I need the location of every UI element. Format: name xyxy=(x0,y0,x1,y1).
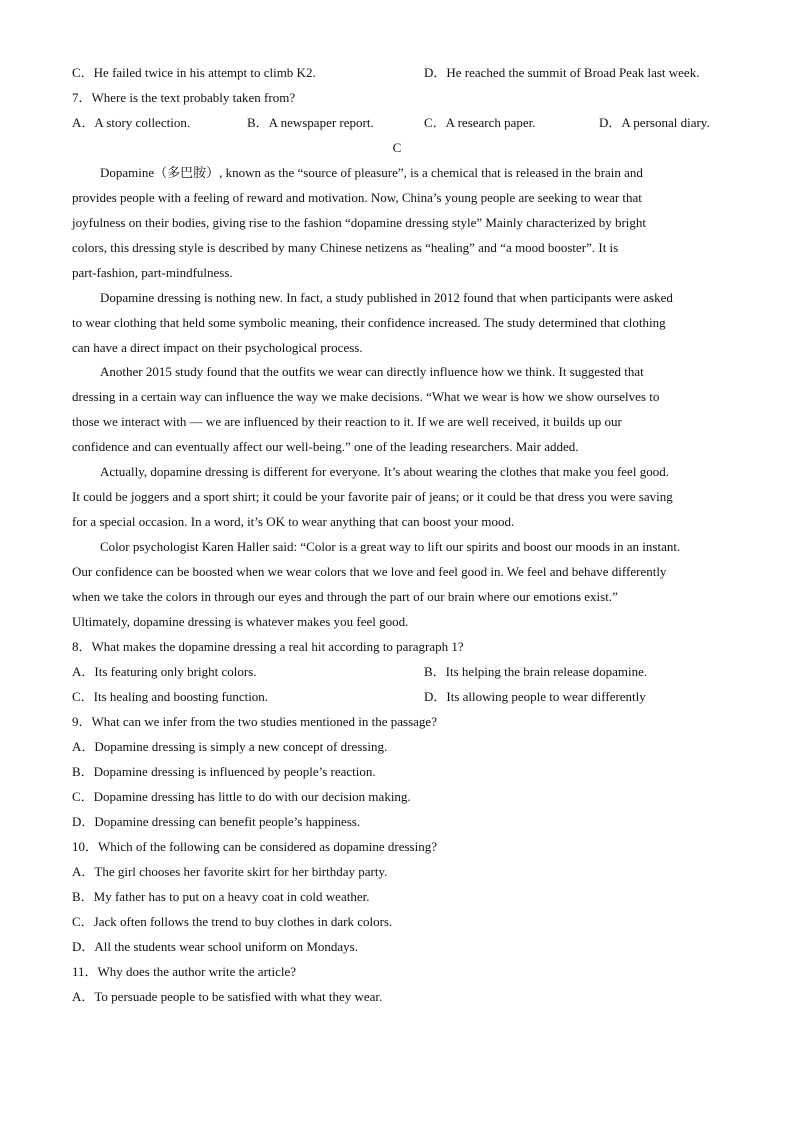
option-11a: A．To persuade people to be satisfied with what they wear. xyxy=(72,989,383,1004)
option-8c: C．Its healing and boosting function. xyxy=(72,689,269,704)
paragraph-3-line: confidence and can eventually affect our well-being.” one of the leading researchers. Mair added. xyxy=(72,439,579,454)
option-8a: A．Its featuring only bright colors. xyxy=(72,664,257,679)
option-10d: D．All the students wear school uniform on Mondays. xyxy=(72,939,358,954)
paragraph-3-line: those we interact with — we are influenced by their reaction to it. If we are well received, it builds up our xyxy=(72,414,622,429)
option-9c: C．Dopamine dressing has little to do with our decision making. xyxy=(72,789,411,804)
question-7: 7．Where is the text probably taken from? xyxy=(72,90,296,105)
paragraph-4-line: for a special occasion. In a word, it’s OK to wear anything that can boost your mood. xyxy=(72,514,515,529)
paragraph-1-line: Dopamine（多巴胺）, known as the “source of pleasure”, is a chemical that is released in the brain and xyxy=(100,165,643,180)
paragraph-2-line: to wear clothing that held some symbolic meaning, their confidence increased. The study determined that clothing xyxy=(72,315,666,330)
question-8: 8．What makes the dopamine dressing a real hit according to paragraph 1? xyxy=(72,639,464,654)
option-9d: D．Dopamine dressing can benefit people’s happiness. xyxy=(72,814,361,829)
paragraph-5-line: when we take the colors in through our eyes and through the part of our brain where our emotions exist.” xyxy=(72,589,618,604)
option-8d: D．Its allowing people to wear differently xyxy=(424,689,646,704)
paragraph-3-line: dressing in a certain way can influence the way we make decisions. “What we wear is how we show ourselves to xyxy=(72,389,660,404)
option-7a: A．A story collection. xyxy=(72,115,191,130)
paragraph-5-line: Ultimately, dopamine dressing is whatever makes you feel good. xyxy=(72,614,409,629)
option-7b: B．A newspaper report. xyxy=(247,115,374,130)
option-6d: D．He reached the summit of Broad Peak last week. xyxy=(424,65,700,80)
section-heading: C xyxy=(392,140,402,155)
paragraph-1-line: colors, this dressing style is described by many Chinese netizens as “healing” and “a mood booster”. It is xyxy=(72,240,619,255)
option-10b: B．My father has to put on a heavy coat in cold weather. xyxy=(72,889,370,904)
option-6c: C．He failed twice in his attempt to climb K2. xyxy=(72,65,316,80)
option-10c: C．Jack often follows the trend to buy clothes in dark colors. xyxy=(72,914,393,929)
paragraph-1-line: provides people with a feeling of reward and motivation. Now, China’s young people are seeking to wear that xyxy=(72,190,642,205)
option-8b: B．Its helping the brain release dopamine. xyxy=(424,664,648,679)
paragraph-5-line: Our confidence can be boosted when we wear colors that we love and feel good in. We feel and behave differently xyxy=(72,564,667,579)
paragraph-4-line: Actually, dopamine dressing is different for everyone. It’s about wearing the clothes that make you feel good. xyxy=(100,464,669,479)
question-9: 9．What can we infer from the two studies mentioned in the passage? xyxy=(72,714,437,729)
question-11: 11．Why does the author write the article? xyxy=(72,964,297,979)
paragraph-1-line: part-fashion, part-mindfulness. xyxy=(72,265,233,280)
paragraph-4-line: It could be joggers and a sport shirt; it could be your favorite pair of jeans; or it could be that dress you were saving xyxy=(72,489,673,504)
paragraph-3-line: Another 2015 study found that the outfits we wear can directly influence how we think. It suggested that xyxy=(100,364,644,379)
question-10: 10．Which of the following can be considered as dopamine dressing? xyxy=(72,839,437,854)
paragraph-1-line: joyfulness on their bodies, giving rise to the fashion “dopamine dressing style” Mainly characterized by bright xyxy=(72,215,647,230)
option-9b: B．Dopamine dressing is influenced by people’s reaction. xyxy=(72,764,376,779)
paragraph-2-line: Dopamine dressing is nothing new. In fact, a study published in 2012 found that when participants were asked xyxy=(100,290,673,305)
option-10a: A．The girl chooses her favorite skirt for her birthday party. xyxy=(72,864,388,879)
option-7d: D．A personal diary. xyxy=(599,115,710,130)
paragraph-2-line: can have a direct impact on their psychological process. xyxy=(72,340,363,355)
option-7c: C．A research paper. xyxy=(424,115,536,130)
paragraph-5-line: Color psychologist Karen Haller said: “Color is a great way to lift our spirits and boost our moods in an instant. xyxy=(100,539,681,554)
option-9a: A．Dopamine dressing is simply a new concept of dressing. xyxy=(72,739,388,754)
